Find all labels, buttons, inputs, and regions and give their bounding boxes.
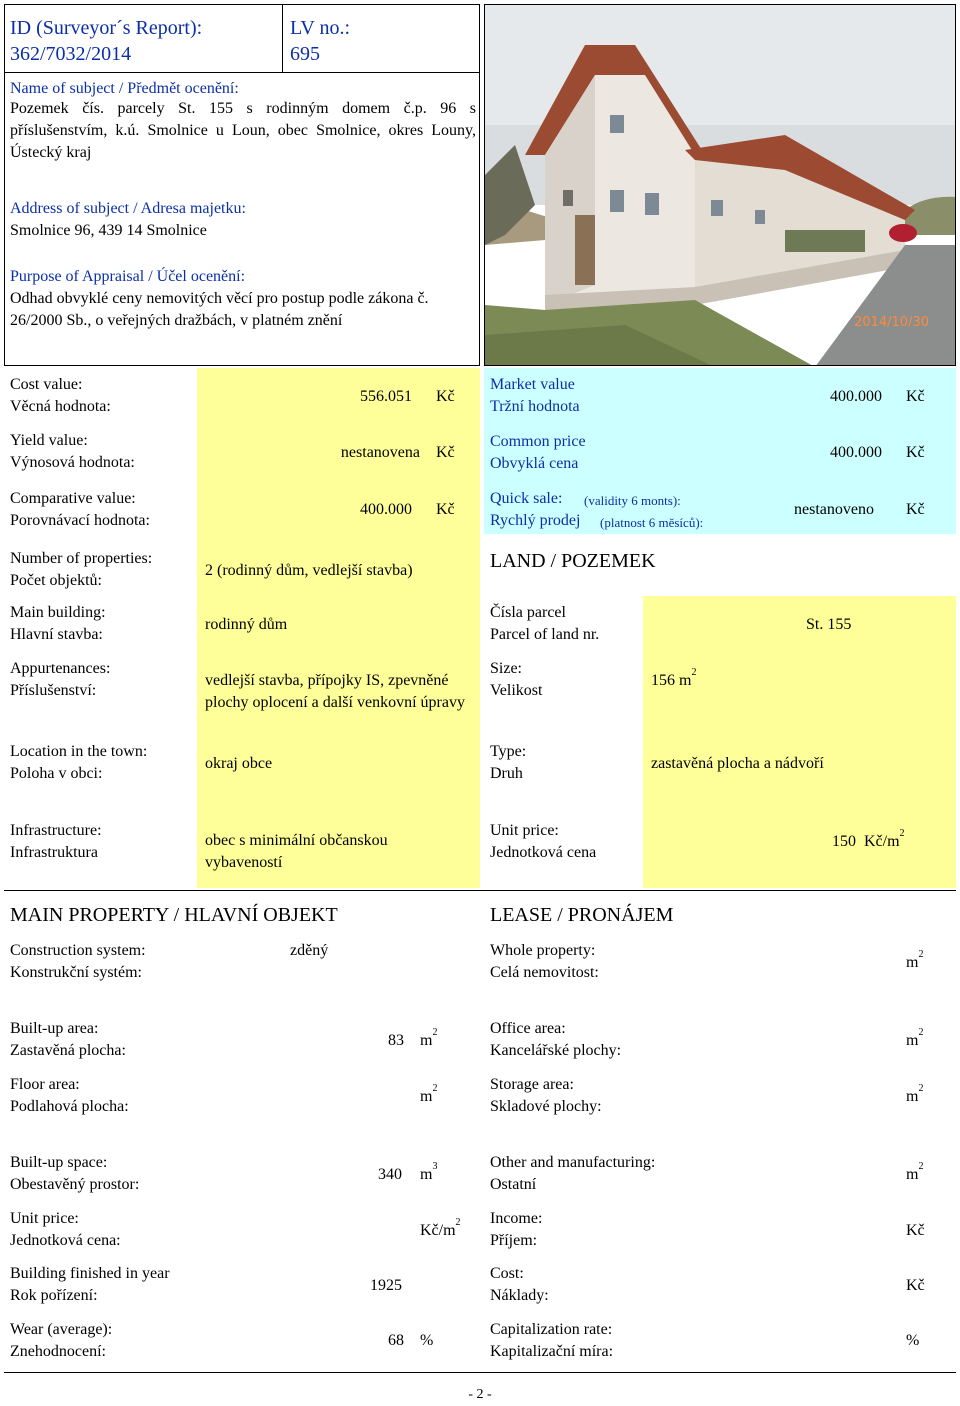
unitprice-label-cz: Jednotková cena: <box>10 1232 121 1249</box>
cap-label-cz: Kapitalizační míra: <box>490 1343 614 1360</box>
purpose-label: Purpose of Appraisal / Účel ocenění: <box>10 268 246 285</box>
parcel-value: St. 155 <box>806 616 852 633</box>
comparative-label-cz: Porovnávací hodnota: <box>10 512 150 529</box>
wear-unit: % <box>420 1332 434 1349</box>
size-value-wrap <box>651 667 697 692</box>
floor-label-cz: Podlahová plocha: <box>10 1098 129 1115</box>
other-label-cz: Ostatní <box>490 1176 537 1193</box>
report-id-value: 362/7032/2014 <box>10 43 132 65</box>
size-value: 156 <box>651 672 675 689</box>
quick-note-en: (validity 6 monts): <box>584 493 681 508</box>
lease-cost-label-cz: Náklady: <box>490 1287 549 1304</box>
type-label-en: Type: <box>490 743 527 760</box>
lease-cost-unit: Kč <box>906 1277 925 1294</box>
builtup-value: 83 <box>388 1032 404 1049</box>
whole-unit-exp: 2 <box>918 949 924 960</box>
cost-label-cz: Věcná hodnota: <box>10 398 111 415</box>
floor-label-en: Floor area: <box>10 1076 80 1093</box>
market-currency: Kč <box>906 388 925 405</box>
cost-value: 556.051 <box>360 388 412 405</box>
separator-line-1 <box>4 890 956 891</box>
builtup-label-cz: Zastavěná plocha: <box>10 1042 126 1059</box>
space-value: 340 <box>378 1166 402 1183</box>
main-building-value: rodinný dům <box>205 616 288 633</box>
subject-name-text: Pozemek čís. parcely St. 155 s rodinným domem č.p. 96 s příslušenstvím, k.ú. Smolnice u Loun, obec Smolnice, okres Louny, Ústecký kraj <box>10 100 476 161</box>
wear-label-cz: Znehodnocení: <box>10 1343 106 1360</box>
storage-unit-m: m <box>906 1088 919 1105</box>
cost-currency: Kč <box>436 388 455 405</box>
type-value: zastavěná plocha a nádvoří <box>651 755 824 772</box>
storage-label-en: Storage area: <box>490 1076 574 1093</box>
yield-label-cz: Výnosová hodnota: <box>10 454 135 471</box>
space-unit-exp: 3 <box>432 1161 438 1172</box>
unit-price-label-cz: Jednotková cena <box>490 844 597 861</box>
house-photo-illustration <box>485 5 956 366</box>
construction-label-cz: Konstrukční systém: <box>10 964 142 981</box>
type-label-cz: Druh <box>490 765 523 782</box>
infrastructure-label-cz: Infrastruktura <box>10 844 98 861</box>
common-currency: Kč <box>906 444 925 461</box>
comparative-currency: Kč <box>436 501 455 518</box>
office-unit <box>906 1027 924 1052</box>
office-label-en: Office area: <box>490 1020 566 1037</box>
common-value: 400.000 <box>830 444 882 461</box>
appurtenances-label-en: Appurtenances: <box>10 660 111 677</box>
builtup-unit-m: m <box>420 1032 433 1049</box>
storage-unit <box>906 1083 924 1108</box>
yield-currency: Kč <box>436 444 455 461</box>
property-photo <box>484 4 956 366</box>
main-building-label-cz: Hlavní stavba: <box>10 626 103 643</box>
appurtenances-value: vedlejší stavba, přípojky IS, zpevněné plochy oplocení a další venkovní úpravy <box>205 672 465 711</box>
location-value: okraj obce <box>205 755 273 772</box>
market-value: 400.000 <box>830 388 882 405</box>
income-unit: Kč <box>906 1222 925 1239</box>
cap-label-en: Capitalization rate: <box>490 1321 613 1338</box>
quick-label-cz: Rychlý prodej <box>490 512 581 529</box>
lease-title: LEASE / PRONÁJEM <box>490 904 674 926</box>
purpose-text: Odhad obvyklé ceny nemovitých věcí pro postup podle zákona č. 26/2000 Sb., o veřejných dražbách, v platném znění <box>10 290 429 329</box>
size-label-cz: Velikost <box>490 682 543 699</box>
year-value: 1925 <box>370 1277 402 1294</box>
common-label-cz: Obvyklá cena <box>490 455 579 472</box>
appurtenances-label-cz: Příslušenství: <box>10 682 97 699</box>
other-unit-exp: 2 <box>918 1161 924 1172</box>
count-label-en: Number of properties: <box>10 550 153 567</box>
floor-unit-exp: 2 <box>432 1083 438 1094</box>
parcel-label-en: Parcel of land nr. <box>490 626 600 643</box>
location-label-en: Location in the town: <box>10 743 148 760</box>
lv-value: 695 <box>290 43 320 65</box>
space-label-en: Built-up space: <box>10 1154 108 1171</box>
comparative-value: 400.000 <box>360 501 412 518</box>
builtup-unit-exp: 2 <box>432 1027 438 1038</box>
market-label-cz: Tržní hodnota <box>490 398 580 415</box>
main-building-label-en: Main building: <box>10 604 106 621</box>
land-yellow-bg <box>643 596 956 888</box>
year-label-cz: Rok pořízení: <box>10 1287 98 1304</box>
construction-value: zděný <box>290 942 329 959</box>
other-label-en: Other and manufacturing: <box>490 1154 656 1171</box>
unitprice-unit <box>420 1217 461 1242</box>
infrastructure-value: obec s minimální občanskou vybaveností <box>205 832 388 871</box>
whole-label-cz: Celá nemovitost: <box>490 964 599 981</box>
lv-label: LV no.: <box>290 17 351 39</box>
unit-price-label-en: Unit price: <box>490 822 559 839</box>
report-id-label: ID (Surveyor´s Report): <box>10 17 203 39</box>
quick-currency: Kč <box>906 501 925 518</box>
other-unit <box>906 1161 924 1186</box>
income-label-cz: Příjem: <box>490 1232 538 1249</box>
yield-value: nestanovena <box>340 444 420 461</box>
lease-cost-label-en: Cost: <box>490 1265 524 1282</box>
separator-line-2 <box>4 1372 956 1373</box>
quick-label-en: Quick sale: <box>490 490 563 507</box>
office-label-cz: Kancelářské plochy: <box>490 1042 622 1059</box>
subject-name-label: Name of subject / Předmět ocenění: <box>10 80 239 97</box>
header-divider-v <box>282 4 283 72</box>
land-title: LAND / POZEMEK <box>490 550 656 572</box>
construction-label-en: Construction system: <box>10 942 146 959</box>
cap-unit: % <box>906 1332 920 1349</box>
office-unit-m: m <box>906 1032 919 1049</box>
count-label-cz: Počet objektů: <box>10 572 102 589</box>
market-label-en: Market value <box>490 376 575 393</box>
income-label-en: Income: <box>490 1210 543 1227</box>
whole-unit <box>906 949 924 974</box>
other-unit-m: m <box>906 1166 919 1183</box>
unit-price-value: 150 <box>832 833 856 850</box>
year-label-en: Building finished in year <box>10 1265 170 1282</box>
infrastructure-label-en: Infrastructure: <box>10 822 102 839</box>
unit-price-wrap <box>832 828 905 853</box>
yield-label-en: Yield value: <box>10 432 88 449</box>
wear-value: 68 <box>388 1332 404 1349</box>
comparative-label-en: Comparative value: <box>10 490 136 507</box>
builtup-label-en: Built-up area: <box>10 1020 99 1037</box>
whole-label-en: Whole property: <box>490 942 596 959</box>
floor-unit-m: m <box>420 1088 433 1105</box>
header-divider-h <box>4 72 480 73</box>
unit-price-unit: Kč/m <box>864 833 900 850</box>
quick-note-cz: (platnost 6 měsíců): <box>600 515 704 530</box>
location-label-cz: Poloha v obci: <box>10 765 103 782</box>
space-label-cz: Obestavěný prostor: <box>10 1176 140 1193</box>
office-unit-exp: 2 <box>918 1027 924 1038</box>
whole-unit-m: m <box>906 954 919 971</box>
size-label-en: Size: <box>490 660 522 677</box>
size-unit: m <box>679 672 692 689</box>
main-property-title: MAIN PROPERTY / HLAVNÍ OBJEKT <box>10 904 338 926</box>
storage-unit-exp: 2 <box>918 1083 924 1094</box>
wear-label-en: Wear (average): <box>10 1321 113 1338</box>
address-label: Address of subject / Adresa majetku: <box>10 200 246 217</box>
cost-label-en: Cost value: <box>10 376 83 393</box>
unitprice-unit-text: Kč/m <box>420 1222 456 1239</box>
unit-price-exp: 2 <box>899 828 905 839</box>
size-unit-exp: 2 <box>691 667 697 678</box>
count-value: 2 (rodinný dům, vedlejší stavba) <box>205 562 413 579</box>
floor-unit <box>420 1083 438 1108</box>
builtup-unit <box>420 1027 438 1052</box>
space-unit <box>420 1161 438 1186</box>
unitprice-unit-exp: 2 <box>455 1217 461 1228</box>
unitprice-label-en: Unit price: <box>10 1210 79 1227</box>
quick-value: nestanoveno <box>794 501 874 518</box>
address-text: Smolnice 96, 439 14 Smolnice <box>10 222 207 239</box>
parcel-label-cz: Čísla parcel <box>490 604 566 621</box>
storage-label-cz: Skladové plochy: <box>490 1098 602 1115</box>
photo-timestamp: 2014/10/30 <box>854 315 929 330</box>
common-label-en: Common price <box>490 433 586 450</box>
space-unit-m: m <box>420 1166 433 1183</box>
page-number: - 2 - <box>468 1387 492 1402</box>
